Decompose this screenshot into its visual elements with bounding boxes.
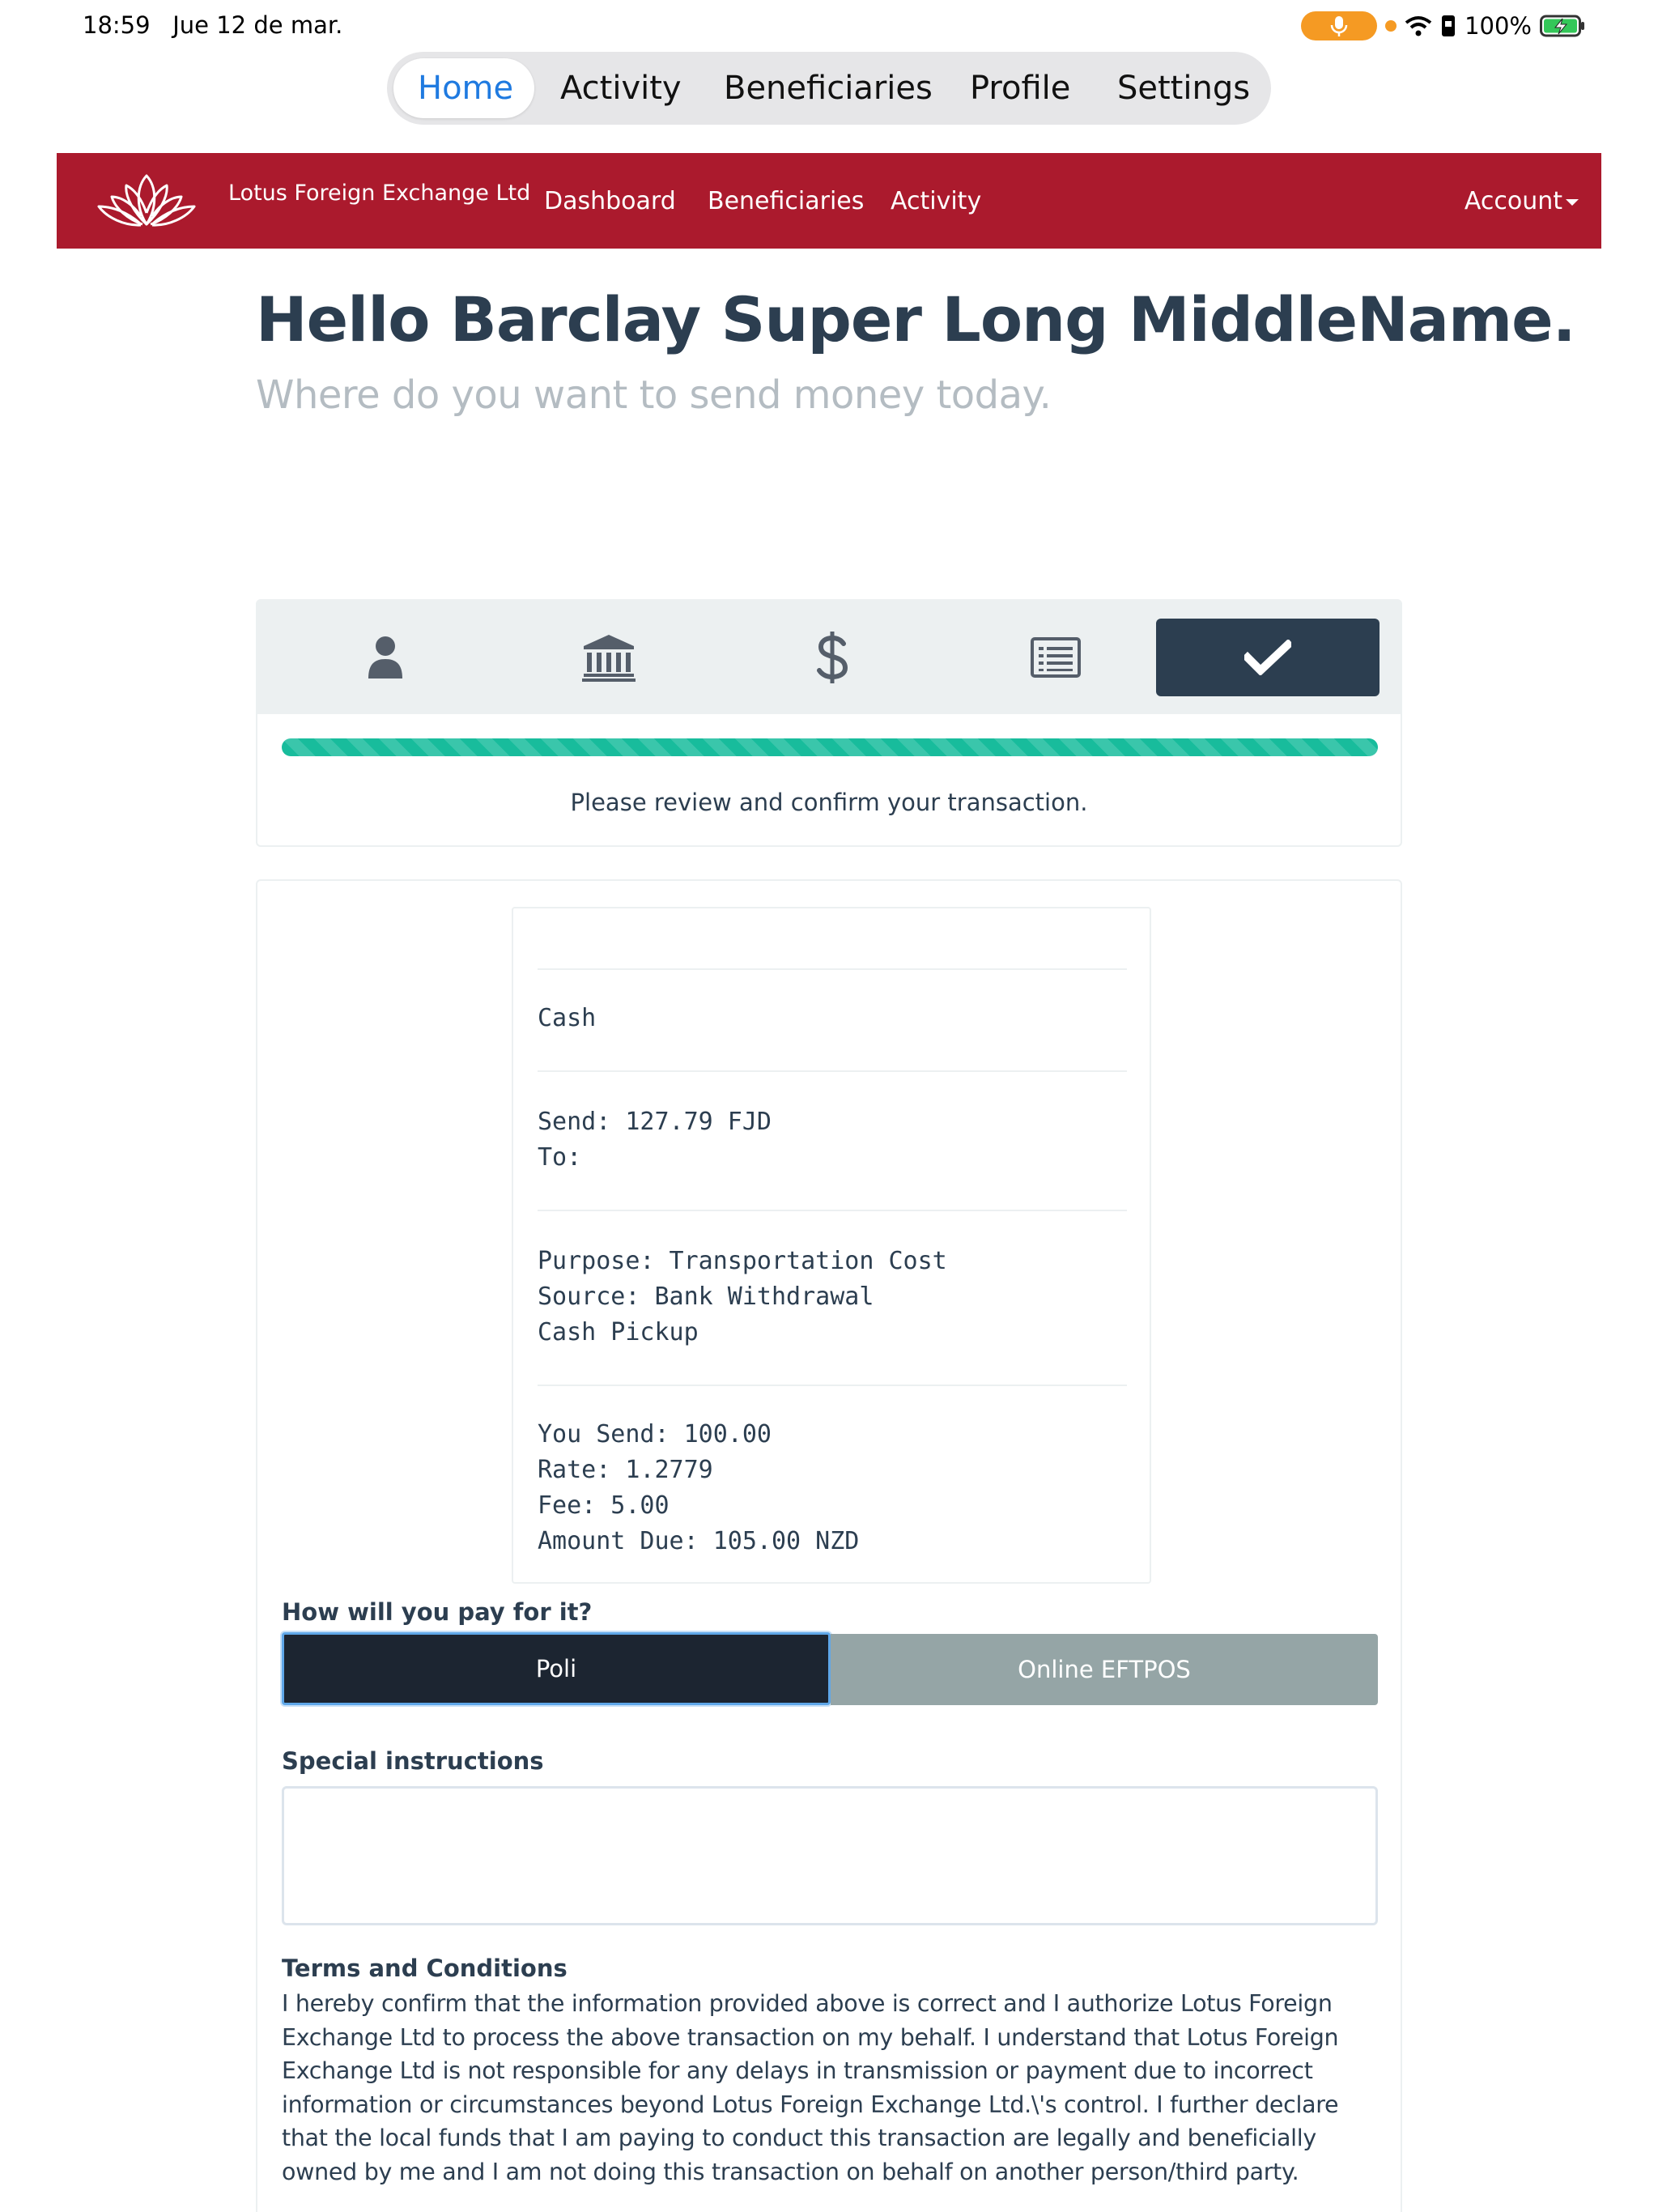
- list-icon: [1031, 637, 1081, 678]
- caret-down-icon: [1566, 199, 1579, 206]
- pay-online-eftpos-button[interactable]: Online EFTPOS: [831, 1634, 1378, 1705]
- instructions-label: Special instructions: [282, 1747, 544, 1775]
- status-date: Jue 12 de mar.: [172, 11, 343, 39]
- account-label: Account: [1464, 187, 1562, 215]
- step-message: Please review and confirm your transaction.: [570, 789, 1088, 816]
- terms-title: Terms and Conditions: [282, 1955, 568, 1982]
- nav-dashboard[interactable]: Dashboard: [544, 187, 676, 215]
- tab-profile[interactable]: Profile: [970, 70, 1071, 107]
- bank-icon: [582, 633, 636, 682]
- divider: [538, 1385, 1127, 1386]
- wizard-steps-card: [256, 599, 1402, 847]
- summary-purpose: Purpose: Transportation Cost: [538, 1247, 947, 1275]
- divider: [538, 968, 1127, 970]
- nav-beneficiaries[interactable]: Beneficiaries: [708, 187, 865, 215]
- summary-amount-due: Amount Due: 105.00 NZD: [538, 1527, 860, 1555]
- status-time: 18:59: [83, 11, 151, 39]
- summary-send: Send: 127.79 FJD: [538, 1108, 772, 1136]
- status-bar: [0, 0, 1658, 50]
- battery-charging-icon: [1540, 14, 1587, 38]
- app-tab-bar: [387, 52, 1271, 125]
- confirm-card: [256, 879, 1402, 2212]
- battery-percent: 100%: [1465, 12, 1532, 40]
- greeting-title: Hello Barclay Super Long MiddleName.: [256, 283, 1575, 355]
- summary-fee: Fee: 5.00: [538, 1491, 670, 1520]
- nav-activity[interactable]: Activity: [891, 187, 982, 215]
- account-dropdown[interactable]: [1465, 187, 1579, 215]
- divider: [538, 1070, 1127, 1072]
- pay-poli-button[interactable]: Poli: [282, 1632, 831, 1705]
- step-bank[interactable]: [497, 619, 721, 696]
- user-icon: [367, 635, 404, 680]
- wizard-steps-header: [257, 601, 1401, 714]
- lock-rotation-icon: [1440, 14, 1456, 38]
- transaction-summary: [512, 907, 1151, 1584]
- special-instructions-input[interactable]: [282, 1786, 1378, 1925]
- tab-activity[interactable]: Activity: [560, 70, 682, 107]
- tab-beneficiaries[interactable]: Beneficiaries: [724, 70, 933, 107]
- step-beneficiary[interactable]: [274, 619, 497, 696]
- status-time-date: [83, 11, 342, 39]
- microphone-icon: [1301, 11, 1377, 40]
- step-details[interactable]: [944, 619, 1167, 696]
- progress-bar: [282, 738, 1378, 756]
- step-amount[interactable]: [721, 619, 944, 696]
- dollar-icon: [816, 631, 848, 684]
- summary-to: To:: [538, 1143, 582, 1172]
- payment-label: How will you pay for it?: [282, 1598, 593, 1626]
- check-icon: [1244, 640, 1291, 675]
- greeting-subtitle: Where do you want to send money today.: [256, 372, 1052, 418]
- tab-home[interactable]: Home: [418, 70, 514, 107]
- summary-you-send: You Send: 100.00: [538, 1420, 772, 1448]
- wifi-icon: [1405, 15, 1432, 37]
- tab-settings[interactable]: Settings: [1117, 70, 1251, 107]
- site-navbar: [57, 153, 1601, 249]
- summary-source: Source: Bank Withdrawal: [538, 1283, 874, 1311]
- status-indicators: [1301, 10, 1587, 42]
- privacy-dot-icon: [1385, 20, 1397, 32]
- divider: [538, 1210, 1127, 1211]
- lotus-logo-icon[interactable]: [94, 166, 199, 236]
- step-confirm[interactable]: [1156, 619, 1380, 696]
- summary-pickup: Cash Pickup: [538, 1318, 699, 1346]
- summary-method: Cash: [538, 1004, 597, 1032]
- terms-body: I hereby confirm that the information provided above is correct and I authorize Lotus Foreign Exchange Ltd to process the above transaction on my behalf. I understand that Lotus Foreign Exchange Ltd is not responsible for any delays in transmission or payment due to incorrect information or circumstances beyond Lotus Foreign Exchange Ltd.\'s control. I further declare that the local funds that I am paying to conduct this transaction are legally and beneficially owned by me and I am not doing this transaction on behalf on another person/third party.: [282, 1990, 1339, 2185]
- brand-name[interactable]: Lotus Foreign Exchange Ltd: [228, 181, 531, 206]
- summary-rate: Rate: 1.2779: [538, 1456, 713, 1484]
